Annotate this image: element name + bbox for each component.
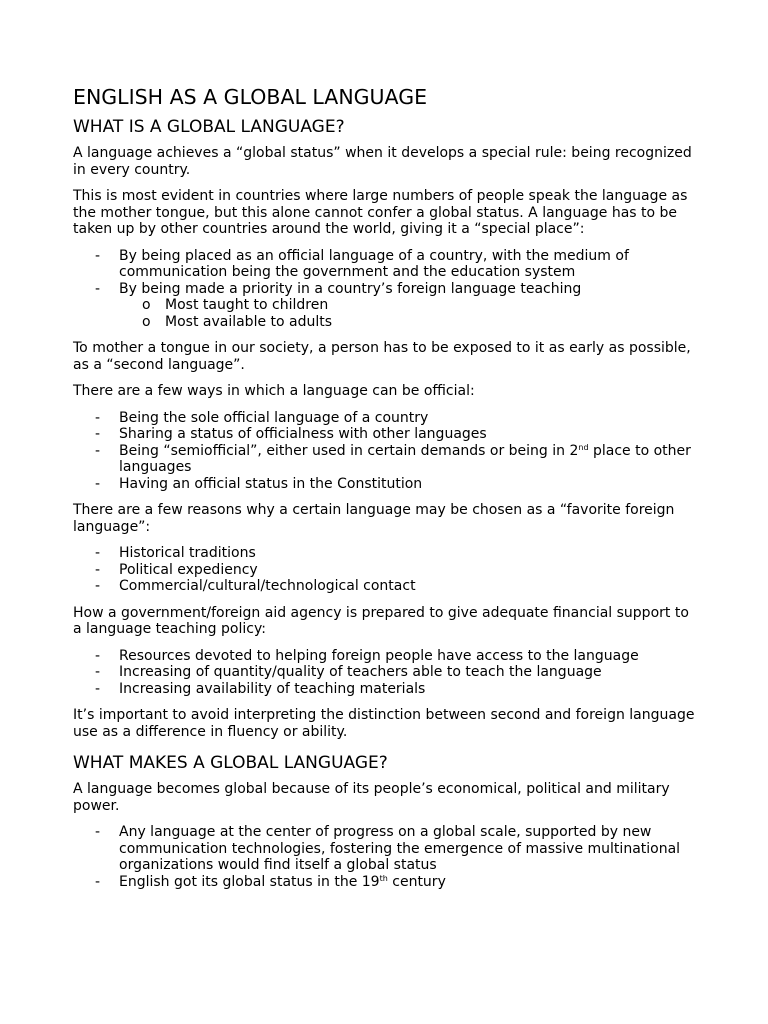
list-item: - By being placed as an official language of a country, with the medium of communication being the government and the education system [95,247,629,280]
list-item: - Increasing availability of teaching materials [95,680,426,697]
dash-marker: - [95,647,101,664]
dash-marker: - [95,824,101,840]
paragraph: There are a few reasons why a certain language may be chosen as a “favorite foreign language”: [73,502,675,535]
section-heading-what-makes: WHAT MAKES A GLOBAL LANGUAGE? [73,753,388,773]
dash-marker: - [95,280,101,297]
paragraph: How a government/foreign aid agency is prepared to give adequate financial support to a language teaching policy: [73,604,689,637]
bullet-list [73,545,695,595]
bullet-list [73,648,695,698]
list-item: - Increasing of quantity/quality of teachers able to teach the language [95,664,602,680]
list-item: - Having an official status in the Constitution [95,475,423,492]
paragraph: It’s important to avoid interpreting the distinction between second and foreign language use as a difference in fluency or ability. [73,707,695,740]
dash-marker: - [95,426,101,442]
dash-marker: - [95,680,101,697]
paragraph: To mother a tongue in our society, a person has to be exposed to it as early as possible, as a “second language”. [73,340,691,373]
list-item: - Sharing a status of officialness with other languages [95,426,487,442]
dash-marker: - [95,561,101,578]
bullet-list [73,248,695,331]
dash-marker: - [95,247,101,264]
dash-marker: - [95,664,101,680]
list-item: - Being “semiofficial”, either used in certain demands or being in 2nd place to other languages [95,442,691,475]
paragraph: A language achieves a “global status” when it develops a special rule: being recognized in every country. [73,145,692,178]
superscript: nd [578,442,589,452]
circle-marker: o [142,313,151,330]
sub-list-item: o Most taught to children [142,297,329,313]
circle-marker: o [142,297,151,313]
list-item: - Any language at the center of progress on a global scale, supported by new communication technologies, fostering the emergence of massive multinational organizations would find itself a global status [95,824,681,873]
dash-marker: - [95,409,101,426]
paragraph: A language becomes global because of its people’s economical, political and military power. [73,781,670,814]
dash-marker: - [95,545,101,561]
bullet-list [73,824,695,890]
dash-marker: - [95,475,101,492]
dash-marker: - [95,578,101,594]
document-title: ENGLISH AS A GLOBAL LANGUAGE [73,85,428,109]
list-item: - English got its global status in the 19th century [95,873,446,890]
sub-list [119,297,695,330]
list-item: - Historical traditions [95,545,256,561]
list-item: - Resources devoted to helping foreign people have access to the language [95,647,639,664]
superscript: th [379,873,388,883]
dash-marker: - [95,442,101,459]
dash-marker: - [95,873,101,890]
paragraph: This is most evident in countries where large numbers of people speak the language as the mother tongue, but this alone cannot confer a global status. A language has to be taken up by other countries around the world, giving it a “special place”: [73,188,688,237]
list-item: - Political expediency [95,561,258,578]
list-item: - Being the sole official language of a country [95,409,429,426]
list-item: - Commercial/cultural/technological contact [95,578,416,594]
list-item: - By being made a priority in a country’s foreign language teaching o Most taught to children o Most available to adults [73,281,695,331]
paragraph: There are a few ways in which a language can be official: [73,383,475,399]
sub-list-item: o Most available to adults [142,313,333,330]
bullet-list [73,410,695,493]
section-heading-what-is: WHAT IS A GLOBAL LANGUAGE? [73,117,345,137]
